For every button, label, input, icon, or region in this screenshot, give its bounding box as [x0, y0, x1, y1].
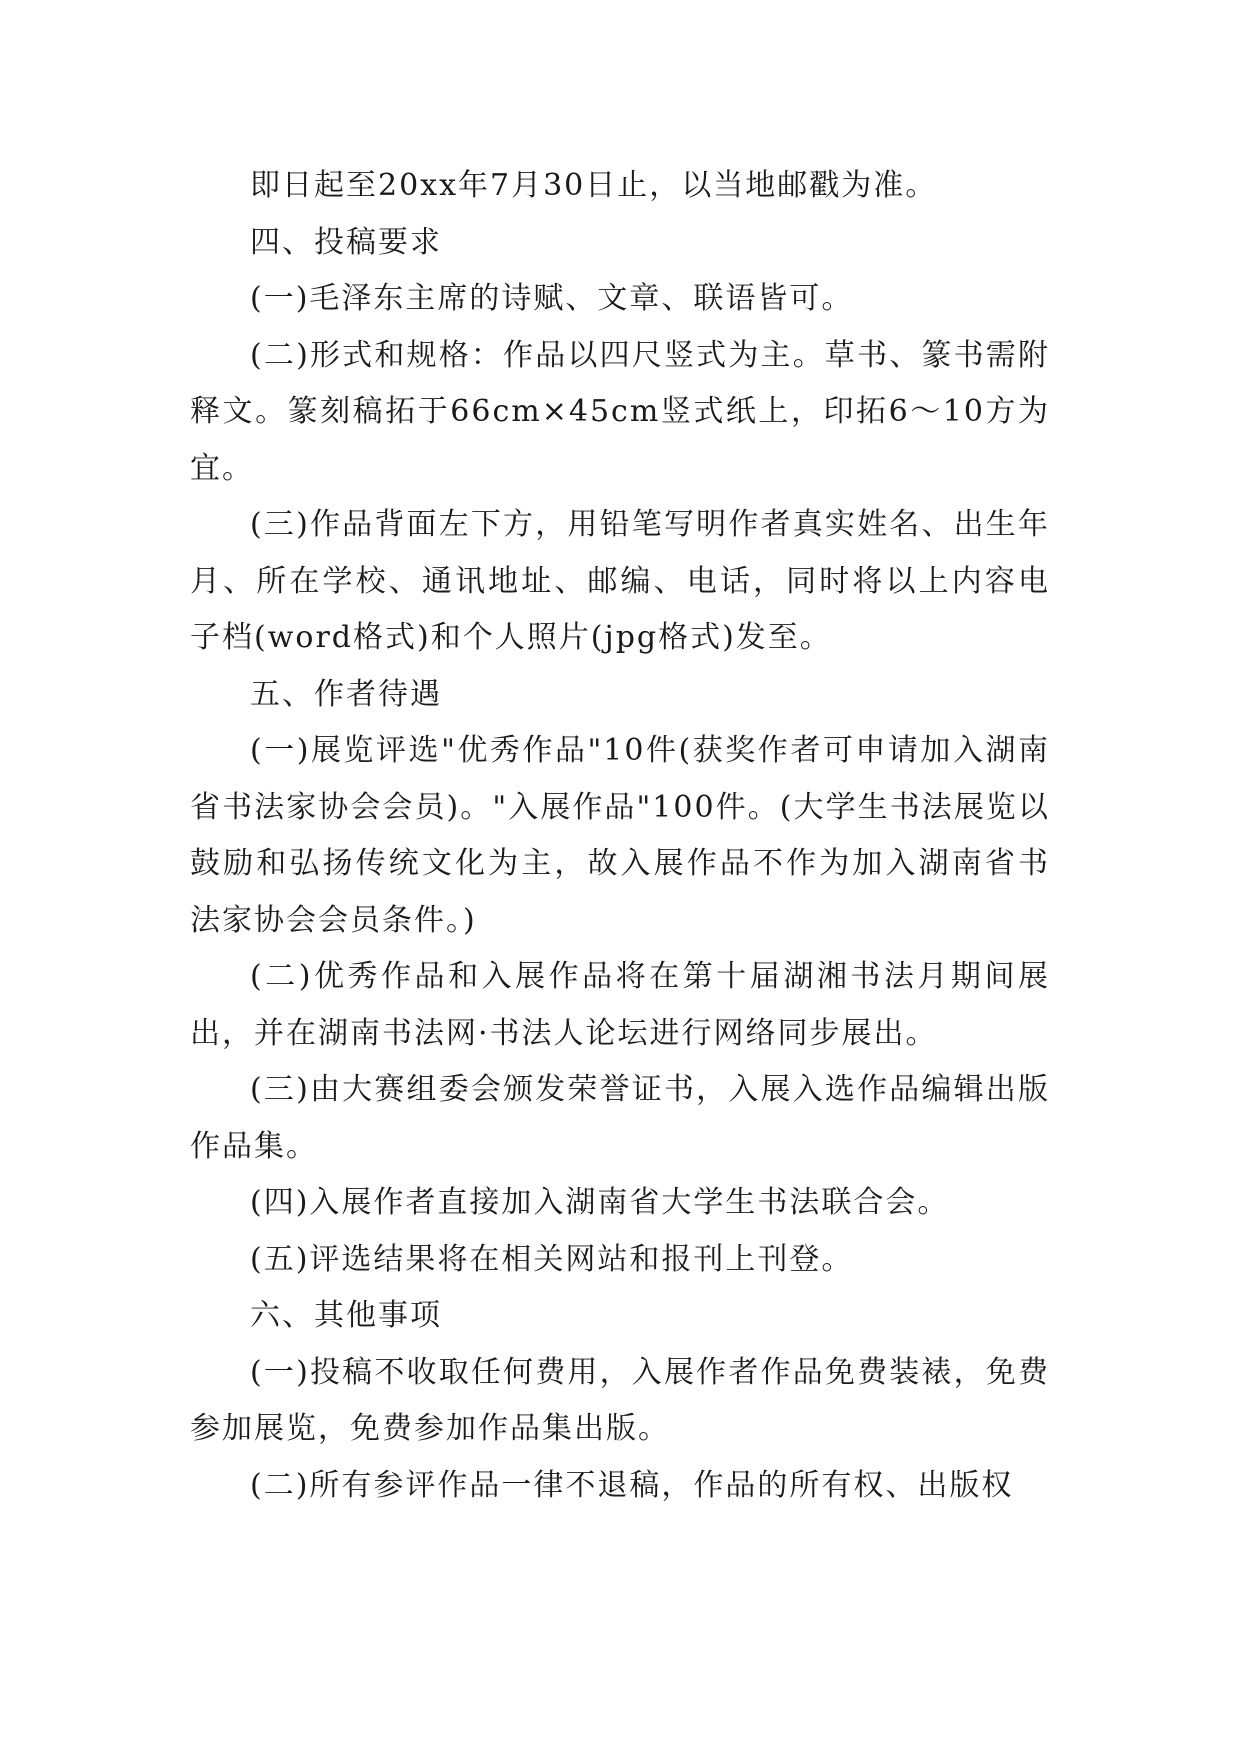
section-heading-other-matters: 六、其他事项	[250, 1298, 442, 1333]
paragraph-requirement-1: (一)毛泽东主席的诗赋、文章、联语皆可。	[250, 281, 854, 316]
paragraph-requirement-3: (三)作品背面左下方，用铅笔写明作者真实姓名、出生年月、所在学校、通讯地址、邮编、电话，同时将以上内容电子档(word格式)和个人照片(jpg格式)发至。	[190, 507, 1050, 655]
paragraph-other-2: (二)所有参评作品一律不退稿，作品的所有权、出版权	[250, 1467, 1014, 1503]
document-body	[190, 158, 1050, 1514]
section-heading-author-benefits: 五、作者待遇	[250, 676, 442, 712]
section-heading-submission-requirements: 四、投稿要求	[250, 224, 442, 260]
paragraph-benefit-4: (四)入展作者直接加入湖南省大学生书法联合会。	[250, 1185, 950, 1220]
paragraph-benefit-2: (二)优秀作品和入展作品将在第十届湖湘书法月期间展出，并在湖南书法网·书法人论坛进行网络同步展出。	[190, 959, 1050, 1051]
paragraph-other-1: (一)投稿不收取任何费用，入展作者作品免费装裱，免费参加展览，免费参加作品集出版。	[190, 1354, 1050, 1446]
paragraph-benefit-5: (五)评选结果将在相关网站和报刊上刊登。	[250, 1241, 854, 1277]
paragraph-benefit-3: (三)由大赛组委会颁发荣誉证书，入展入选作品编辑出版作品集。	[190, 1072, 1050, 1164]
paragraph-benefit-1: (一)展览评选"优秀作品"10件(获奖作者可申请加入湖南省书法家协会会员)。"入展作品"100件。(大学生书法展览以鼓励和弘扬传统文化为主，故入展作品不作为加入湖南省书法家协会会员条件。)	[190, 733, 1050, 938]
paragraph-requirement-2: (二)形式和规格：作品以四尺竖式为主。草书、篆书需附释文。篆刻稿拓于66cm×45cm竖式纸上，印拓6～10方为宜。	[190, 337, 1050, 486]
paragraph-deadline: 即日起至20xx年7月30日止，以当地邮戳为准。	[250, 168, 938, 203]
